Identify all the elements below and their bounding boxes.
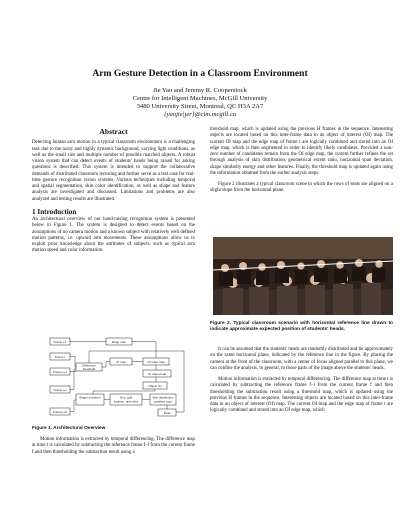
diagram-arrow [102, 362, 110, 368]
architecture-diagram [48, 336, 190, 421]
diagram-label: Edge map [112, 340, 126, 344]
diagram-label: OI edge map [147, 360, 165, 364]
diagram-arrow [93, 389, 155, 394]
left-column-bottom [32, 437, 195, 456]
method-paragraph-2: Figure 2 illustrates a typical classroom scene in which the rows of seats are aligned on a slight slope from the horizontal plane. [210, 182, 393, 194]
right-column-top [210, 127, 393, 195]
diagram-label: threshold [82, 367, 96, 371]
method-paragraph-1: threshold map, which is updated using the previous H frames in the sequence. Interesting objects are located based on this inter-frame data in an object of interest (OI) map. The current OI map and the edge map of frame t are logically combined and stored into an OI edge map, which is then segmented in order to identify likely candidates. Provided a non-zero number of candidates remain from the OI edge map, the system further refines the set through analysis of skin distribution, geometrical extent ratio, horizontal span deviation, shape similarity energy and other features. Finally, the threshold map is updated again using the information obtained from the earlier analysis steps. [210, 127, 393, 176]
email: {yaojie|jer}@cim.mcgill.ca [163, 111, 237, 118]
section-introduction-heading: 1 Introduction [32, 207, 77, 216]
diagram-label: Frame t+1 [53, 370, 67, 374]
diagram-label: Geo. grid [119, 395, 133, 400]
diagram-label: Difference [82, 363, 96, 368]
method-paragraph-4: Motion information is extracted by temporal differencing. The difference map at time t is calculated by subtracting the reference frame f–l from the current frame f and then thresholding the subtraction result using a threshold map, which is updated using the previous H frames in the sequence. Interesting objects are located based on this inter-frame data in an object of interest (OI) map. The current OI map and the edge map of frame t are logically combined and stored into an OI edge map, which [210, 377, 393, 414]
figure-2-caption: Figure 2. Typical classroom scenario with horizontal reference line drawn to indicate approximate expected position of students' heads. [210, 321, 393, 332]
diagram-label: Shape & feature [79, 395, 101, 400]
diagram-label: Object (s) [148, 384, 162, 388]
intro-paragraph-2: Motion information is extracted by temporal differencing. The difference map at time t is calculated by subtracting the reference frame f–l from the current frame f and then thresholding the subtraction result using a [32, 437, 195, 455]
classroom-photo [213, 237, 393, 315]
diagram-label: Frame t-1 [53, 340, 67, 344]
diagram-label: Skin distribution [152, 395, 174, 400]
method-paragraph-3: It can be assumed that the students' heads are randomly distributed and lie approximately on the same horizontal plane, indicated by the reference line in the figure. By placing the camera at the front of the classroom, with a center of focus aligned parallel to this plane, we can confine the analysis, in general, to those parts of the image above the students' heads. [210, 347, 393, 371]
diagram-label: Frame t+H [52, 410, 68, 414]
diagram-arrow [132, 342, 156, 359]
diagram-label: Frame t+l [53, 388, 67, 392]
diagram-arrow [70, 357, 76, 368]
diagram-arrow [70, 369, 76, 390]
figure-1-caption: Figure 1. Architectural Overview [32, 426, 106, 431]
right-column-bottom [210, 347, 393, 415]
abstract-heading: Abstract [99, 127, 128, 136]
diagram-label: OI map [116, 360, 126, 364]
diagram-label: Frame t [54, 355, 66, 359]
diagram-label: Final [163, 411, 171, 415]
diagram-label: gradient map [154, 399, 172, 404]
intro-paragraph-1: An architectural overview of our hand-raising recognition system is presented below in Figure 1. The system is designed to detect events based on the assumptions of no camera motion and a known subject with relatively well defined motion patterns, i.e. upward arm movements. These assumptions allow us to exploit prior knowledge about the attributes of subjects, such as typical arm motion speed and color information. [32, 217, 195, 254]
diagram-label: location, and rules [113, 399, 139, 404]
diagram-arrow [70, 400, 76, 412]
left-column [32, 127, 195, 255]
affiliation: Centre for Intelligent Machines, McGill University [132, 95, 268, 102]
diagram-label: OI map erode [147, 372, 167, 376]
address: 3480 University Street, Montreal, QC H3A 2A7 [136, 103, 264, 110]
abstract-text: Detecting human arm motion in a typical classroom environment is a challenging task due to the noisy and highly dynamic background, varying light conditions, as well as the small size and multiple number of possible matched objects. A robust vision system that can detect events of students' hands being raised for asking questions is described. This system is intended to support the collaborative demands of distributed classroom lecturing and further serve as a test case for real-time gesture recognition vision systems. Various techniques including temporal and spatial segmentation, skin color identification, as well as shape and feature analysis are investigated and discussed. Limitations and problems are also analyzed and testing results are illustrated. [32, 140, 195, 202]
paper-title: Arm Gesture Detection in a Classroom Environment [92, 68, 308, 79]
authors: Jie Yao and Jeremy R. Cooperstock [153, 87, 247, 94]
